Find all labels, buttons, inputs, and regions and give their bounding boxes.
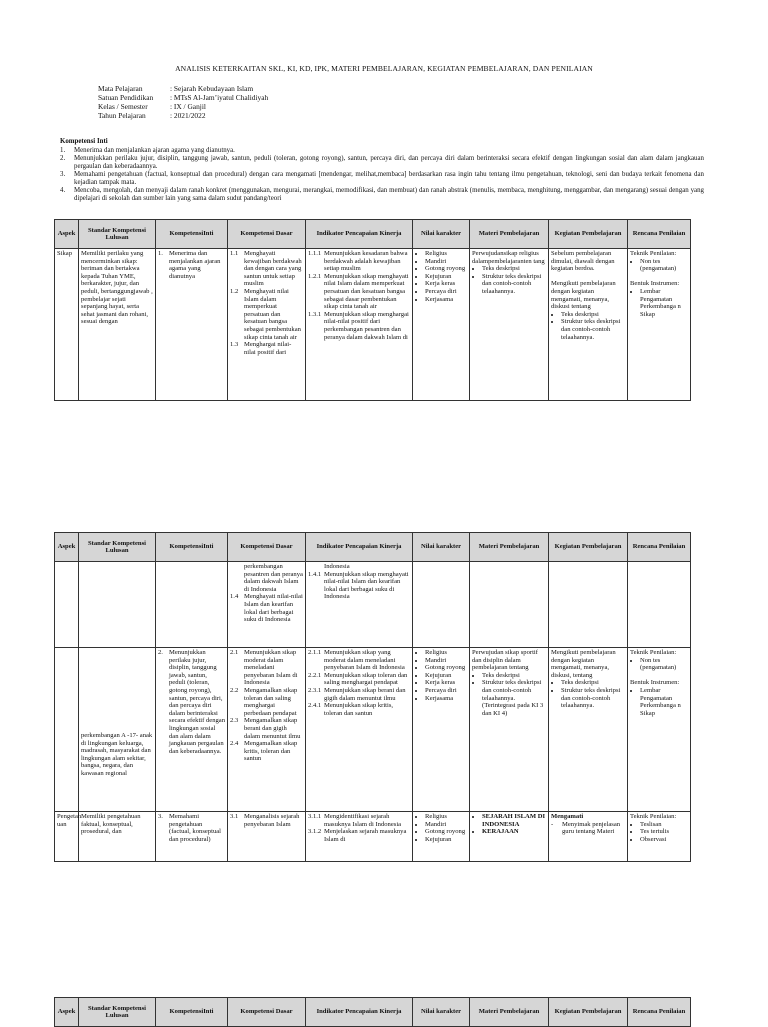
numbered-item <box>230 563 303 593</box>
table-row <box>55 812 691 862</box>
cell-nilai-karakter <box>413 812 470 862</box>
nilai-item: • Kerjasama <box>425 296 467 304</box>
metadata-value: : MTsS Al-Jam’iyatul Chalidiyah <box>170 93 269 102</box>
spacer <box>630 273 688 281</box>
item-number: 1.3.1 <box>308 310 322 318</box>
header-kompetensi-inti: KompetensiInti <box>156 220 228 249</box>
item-number: 3.1.1 <box>308 813 322 820</box>
header-aspek: Aspek <box>55 998 79 1027</box>
kegiatan-text <box>551 273 625 281</box>
penilaian-label: Bentuk Instrumen: <box>630 280 680 288</box>
item-text: Menerima dan menjalankan ajaran agama yang dianutnya <box>169 250 223 280</box>
metadata-value: : Sejarah Kebudayaan Islam <box>170 84 254 93</box>
metadata-row <box>98 93 268 102</box>
kegiatan-text: Mengikuti pembelajaran dengan kegiatan mengamati, menanya, diskusi tentang <box>551 280 618 311</box>
item-text: Menghargai nilai-nilai positif dari <box>244 341 292 356</box>
nilai-item: • Gotong royong <box>425 664 467 672</box>
header-kompetensi-dasar: Kompetensi Dasar <box>228 533 306 562</box>
numbered-item <box>308 672 410 687</box>
table-header-row <box>55 533 691 562</box>
analysis-table-2 <box>54 532 690 862</box>
header-penilaian: Rencana Penilaian <box>628 533 691 562</box>
numbered-item <box>308 311 410 341</box>
document-metadata <box>98 84 268 120</box>
header-nilai-karakter: Nilai karakter <box>413 998 470 1027</box>
item-number: 1.1 <box>230 250 239 257</box>
item-text: Mengamalkan sikap kritis, toleran dan santun <box>244 740 299 763</box>
kompetensi-inti-item <box>60 187 704 203</box>
item-text: Menunjukkan sikap menghargai nilai-nilai positif dari perkembangan pesantren dan peranya dalam dakwah Islam di <box>324 310 411 341</box>
kegiatan-text: Sebelum pembelajaran dimulai, diawali dengan kegiatan berdoa. <box>551 250 617 273</box>
kompetensi-inti-number: 1. <box>60 147 66 154</box>
numbered-item <box>308 813 410 828</box>
penilaian-item-list <box>630 258 688 273</box>
item-number: 2.3 <box>230 717 239 725</box>
nilai-item: • Gotong royong <box>425 265 467 273</box>
header-kompetensi-inti: KompetensiInti <box>156 998 228 1027</box>
header-kompetensi-dasar: Kompetensi Dasar <box>228 998 306 1027</box>
kompetensi-inti-item <box>60 171 704 187</box>
cell-nilai-karakter <box>413 648 470 812</box>
table-header-row <box>55 998 691 1027</box>
header-nilai-karakter: Nilai karakter <box>413 533 470 562</box>
numbered-item <box>230 717 303 740</box>
item-text: Menunjukkan kesadaran bahwa berdakwah adalah kewajiban setiap muslim <box>324 250 410 273</box>
numbered-item <box>308 702 410 717</box>
numbered-item <box>308 687 410 702</box>
metadata-label: Satuan Pendidikan <box>98 93 154 102</box>
materi-item: • Struktur teks deskripsi dan contoh-contoh telaahannya. <box>482 273 546 296</box>
nilai-item: • Kerjasama <box>425 695 467 703</box>
item-text: Mengamalkan sikap berani dan gigih dalam menuntut ilmu <box>244 717 301 740</box>
item-text: Menunjukkan sikap toleran dan saling menghargai pendapat <box>324 671 409 687</box>
item-text: Menunjukkan sikap menghayati nilai-nilai Islam dan kearifan lokal dari berbagai suku di Indonesia <box>324 570 411 601</box>
dash-marker: - <box>551 820 554 828</box>
table-row <box>55 249 691 401</box>
kompetensi-inti-text: Menunjukkan perilaku jujur, disiplin, tanggung jawab, santun, peduli (toleran, gotong royong), santun, percaya diri, dan percaya diri dalam berinteraksi secara efektif dengan lingkungan sosial dan alam dalam jangkauan pergaulan dan keberadaannya. <box>74 155 704 170</box>
header-kompetensi-inti: KompetensiInti <box>156 533 228 562</box>
penilaian-item: • Lembar Pengamatan Perkembanga n Sikap <box>640 288 688 318</box>
spacer <box>630 672 688 680</box>
cell-aspek: Sikap <box>55 249 79 401</box>
item-text: Menunjukkan sikap berani dan gigih dalam menuntut ilmu <box>324 686 408 702</box>
item-number: 2.1 <box>230 649 239 656</box>
cell-kompetensi-dasar <box>228 562 306 648</box>
item-number: 2.2.1 <box>308 671 322 679</box>
cell-kompetensi-dasar <box>228 249 306 401</box>
item-text: Indonesia <box>324 563 350 570</box>
header-indikator: Indikator Pencapaian Kinerja <box>306 533 413 562</box>
cell-aspek: Pengetah uan <box>55 812 79 862</box>
materi-item: • Teks deskripsi <box>482 672 546 680</box>
item-number: 1. <box>158 250 163 257</box>
numbered-item <box>230 813 303 828</box>
header-aspek: Aspek <box>55 220 79 249</box>
analysis-table-3 <box>54 997 690 1027</box>
materi-item-list <box>472 265 546 295</box>
numbered-item <box>308 250 410 273</box>
item-number: 1.3 <box>230 341 239 349</box>
kompetensi-inti-number: 4. <box>60 187 66 194</box>
penilaian-item-list <box>630 687 688 717</box>
nilai-item: • Percaya diri <box>425 288 467 296</box>
nilai-item: • Kejujuran <box>425 672 467 680</box>
nilai-item-list <box>415 649 467 702</box>
kegiatan-item: • Struktur teks deskripsi dan contoh-contoh telaahannya. <box>561 687 625 710</box>
cell-kompetensi-inti <box>156 648 228 812</box>
materi-item: • Teks deskripsi <box>482 265 546 273</box>
cell-penilaian <box>628 812 691 862</box>
item-number: 1.2.1 <box>308 272 322 280</box>
table-header-row <box>55 220 691 249</box>
item-number: 2.3.1 <box>308 686 322 694</box>
kompetensi-inti-section <box>60 138 704 203</box>
item-number: 1.4 <box>230 593 239 601</box>
item-number: 2.1.1 <box>308 649 322 656</box>
cell-kompetensi-inti <box>156 249 228 401</box>
numbered-item <box>230 341 303 356</box>
item-number: 3.1.2 <box>308 828 322 836</box>
analysis-table-1 <box>54 219 690 401</box>
item-text: Menunjukkan sikap moderat dalam meneladani penyebaran Islam di Indonesia <box>244 649 300 687</box>
metadata-label: Tahun Pelajaran <box>98 111 146 120</box>
cell-nilai-karakter <box>413 562 470 648</box>
numbered-item <box>308 273 410 311</box>
numbered-item <box>230 250 303 288</box>
table-row <box>55 648 691 812</box>
kompetensi-inti-text: Mencoba, mengolah, dan menyaji dalam ranah konkret (menggunakan, mengurai, merangkai, memodifikasi, dan membuat) dan ranah abstrak (menulis, membaca, menghitung, menggambar, dan mengarang) sesuai dengan yang dipelajari di sekolah dan sumber lain yang sama dalam sudut pandang/teori <box>74 187 704 202</box>
nilai-item: • Kerja keras <box>425 280 467 288</box>
header-kompetensi-dasar: Kompetensi Dasar <box>228 220 306 249</box>
cell-penilaian <box>628 562 691 648</box>
numbered-item <box>158 250 225 280</box>
materi-item-list <box>472 813 546 836</box>
kompetensi-inti-number: 2. <box>60 155 66 162</box>
skl-text: Memiliki pengetahuan faktual, konseptual, prosedural, dan <box>81 813 143 836</box>
metadata-value: : 2021/2022 <box>170 111 206 120</box>
numbered-item <box>230 687 303 717</box>
item-text: Menunjukkan sikap yang moderat dalam meneladani penyebaran Islam di Indonesia <box>324 649 405 672</box>
cell-kegiatan <box>549 562 628 648</box>
cell-materi <box>470 249 549 401</box>
cell-skl <box>79 562 156 648</box>
penilaian-item: • Lembar Pengamatan Perkembanga n Sikap <box>640 687 688 717</box>
skl-text: Memiliki perilaku yang mencerminkan sikap: beriman dan bertakwa kepada Tuhan YME, berkarakter, jujur, dan peduli, bertanggungjawab , pembelajar sejati sepanjang hayat, serta sehat jasmani dan rohani, sesuai dengan <box>81 250 155 326</box>
item-number: 1.2 <box>230 287 239 295</box>
metadata-row <box>98 102 268 111</box>
table-row <box>55 562 691 648</box>
penilaian-item-list <box>630 657 688 672</box>
metadata-row <box>98 111 268 120</box>
header-penilaian: Rencana Penilaian <box>628 220 691 249</box>
item-text: Menunjukkan sikap menghayati nilai Islam dalam memperkuat persatuan dan kesatuan bangsa sebagai dasar pembentukan sikap cinta tanah air <box>324 272 411 311</box>
penilaian-item: • Non tes (pengamatan) <box>640 258 688 273</box>
cell-skl <box>79 648 156 812</box>
materi-item-list <box>472 672 546 718</box>
item-text: perkembangan pesantren dan peranya dalam dakwah Islam di Indonesia <box>244 563 305 593</box>
nilai-item: • Kejujuran <box>425 836 467 844</box>
header-skl: Standar Kompetensi Lulusan <box>79 998 156 1027</box>
kegiatan-dash-text: Menyimak penjelasan guru tentang Materi <box>562 820 622 836</box>
nilai-item: • Mandiri <box>425 258 467 266</box>
numbered-item <box>158 813 225 843</box>
kompetensi-inti-text: Menerima dan menjalankan ajaran agama yang dianutnya. <box>74 147 235 154</box>
metadata-value: : IX / Ganjil <box>170 102 206 111</box>
header-materi: Materi Pembelajaran <box>470 533 549 562</box>
cell-nilai-karakter <box>413 249 470 401</box>
nilai-item-list <box>415 813 467 843</box>
header-kegiatan: Kegiatan Pembelajaran <box>549 533 628 562</box>
cell-materi <box>470 562 549 648</box>
materi-item: • KERAJAAN <box>482 828 546 836</box>
nilai-item: • Mandiri <box>425 657 467 665</box>
materi-item: • SEJARAH ISLAM DI INDONESIA <box>482 813 546 828</box>
cell-aspek <box>55 648 79 812</box>
penilaian-item: • Observasi <box>640 836 688 844</box>
nilai-item: • Kerja keras <box>425 679 467 687</box>
numbered-item <box>230 288 303 341</box>
cell-materi <box>470 648 549 812</box>
item-text: Mengamalkan sikap toleran dan saling menghargai perbedaan pendapat <box>244 686 299 717</box>
cell-kompetensi-dasar <box>228 812 306 862</box>
item-number: 1.1.1 <box>308 250 322 257</box>
item-text: Menunjukkan perilaku jujur, disiplin, tanggung jawab, santun, peduli (toleran, gotong royong), santun, percaya diri, dan percaya diri dalam berinteraksi secara efektif dengan lingkungan sosial dan alam dalam jangkauan pergaulan dan keberadaannya. <box>169 649 227 755</box>
numbered-item <box>308 828 410 843</box>
header-materi: Materi Pembelajaran <box>470 998 549 1027</box>
item-text: Menunjukkan sikap kritis, toleran dan santun <box>324 702 395 717</box>
item-text: Menghayati nilai Islam dalam memperkuat persatuan dan kesatuan bangsa sebagai pembentukan sikap cinta tanah air <box>244 287 303 341</box>
header-skl: Standar Kompetensi Lulusan <box>79 533 156 562</box>
kompetensi-inti-heading: Kompetensi Inti <box>60 138 108 145</box>
kegiatan-heading: Mengamati <box>551 813 584 820</box>
metadata-row <box>98 84 268 93</box>
item-number: 2.2 <box>230 686 239 694</box>
kegiatan-item-list <box>551 679 625 709</box>
metadata-label: Mata Pelajaran <box>98 84 143 93</box>
nilai-item: • Religius <box>425 250 467 258</box>
header-skl: Standar Kompetensi Lulusan <box>79 220 156 249</box>
cell-aspek <box>55 562 79 648</box>
kegiatan-item: • Teks deskripsi <box>561 311 625 319</box>
numbered-item <box>230 593 303 623</box>
header-indikator: Indikator Pencapaian Kinerja <box>306 220 413 249</box>
numbered-item <box>158 649 225 755</box>
penilaian-label: Bentuk Instrumen: <box>630 679 680 687</box>
kegiatan-text: Mengikuti pembelajaran dengan kegiatan mengamati, menanya, diskusi, tentang <box>551 649 618 679</box>
cell-indikator <box>306 249 413 401</box>
header-kegiatan: Kegiatan Pembelajaran <box>549 220 628 249</box>
nilai-item: • Religius <box>425 813 467 821</box>
metadata-label: Kelas / Semester <box>98 102 148 111</box>
materi-text: Perwujudansikap religius dalampembelajaranten tang <box>472 250 545 265</box>
cell-kegiatan <box>549 648 628 812</box>
nilai-item: • Percaya diri <box>425 687 467 695</box>
penilaian-label: Teknik Penilaian: <box>630 250 677 257</box>
item-text: Mengidentifikasi sejarah masuknya Islam di Indonesia <box>324 813 402 828</box>
item-text: Menghayati nilai-nilai Islam dan kearifan lokal dari berbagai suku di Indonesia <box>244 593 305 624</box>
header-penilaian: Rencana Penilaian <box>628 998 691 1027</box>
kompetensi-inti-text: Memahami pengetahuan (factual, konseptual dan procedural) dengan cara mengamati [mendengar, melihat,membaca] berdasarkan rasa ingin tahu tentang ilmu pengetahuan, teknologi, seni dan budaya terkait fenomena dan kejadian tampak mata. <box>74 171 704 186</box>
header-indikator: Indikator Pencapaian Kinerja <box>306 998 413 1027</box>
penilaian-label: Teknik Penilaian: <box>630 649 677 656</box>
item-number: 2.4.1 <box>308 702 322 710</box>
nilai-item: • Kejujuran <box>425 273 467 281</box>
item-number <box>230 563 244 593</box>
item-number <box>308 563 324 571</box>
nilai-item: • Religius <box>425 649 467 657</box>
header-kegiatan: Kegiatan Pembelajaran <box>549 998 628 1027</box>
nilai-item: • Gotong royong <box>425 828 467 836</box>
item-number: 1.4.1 <box>308 570 322 578</box>
item-text: Menjelaskan sejarah masuknya Islam di <box>324 828 409 843</box>
kompetensi-inti-number: 3. <box>60 171 66 178</box>
kegiatan-item-list <box>551 311 625 341</box>
item-number: 3.1 <box>230 813 239 820</box>
item-text: Memahami pengetahuan (factual, konseptual dan procedural) <box>169 813 223 843</box>
item-number: 2. <box>158 649 163 656</box>
kegiatan-dash-item <box>551 821 625 836</box>
cell-kegiatan <box>549 249 628 401</box>
cell-kompetensi-inti <box>156 562 228 648</box>
penilaian-item: • Tes tertulis <box>640 828 688 836</box>
numbered-item <box>230 649 303 687</box>
penilaian-item: • Teslisan <box>640 821 688 829</box>
cell-materi <box>470 812 549 862</box>
kompetensi-inti-list <box>60 147 704 203</box>
nilai-item: • Mandiri <box>425 821 467 829</box>
kegiatan-item: • Teks deskripsi <box>561 679 625 687</box>
cell-indikator <box>306 812 413 862</box>
nilai-item-list <box>415 250 467 303</box>
kompetensi-inti-item <box>60 155 704 171</box>
cell-indikator <box>306 562 413 648</box>
penilaian-item-list <box>630 821 688 844</box>
cell-kegiatan <box>549 812 628 862</box>
kompetensi-inti-item <box>60 147 704 155</box>
cell-indikator <box>306 648 413 812</box>
item-number: 2.4 <box>230 740 239 748</box>
header-aspek: Aspek <box>55 533 79 562</box>
document-title: ANALISIS KETERKAITAN SKL, KI, KD, IPK, MATERI PEMBELAJARAN, KEGIATAN PEMBELAJARAN, DAN PENILAIAN <box>175 64 593 73</box>
skl-text: perkembangan A -17- anak di lingkungan keluarga, madrasah, masyarakat dan lingkungan alam sekitar, bangsa, negara, dan kawasan regional <box>81 732 154 777</box>
header-nilai-karakter: Nilai karakter <box>413 220 470 249</box>
kegiatan-item: • Struktur teks deskripsi dan contoh-contoh telaahannya. <box>561 318 625 341</box>
numbered-item <box>230 740 303 763</box>
numbered-item <box>308 649 410 672</box>
header-materi: Materi Pembelajaran <box>470 220 549 249</box>
cell-skl <box>79 812 156 862</box>
materi-item: • Struktur teks deskripsi dan contoh-contoh telaahannya. (Terintegrasi pada KI 3 dan KI 4) <box>482 679 546 717</box>
cell-kompetensi-inti <box>156 812 228 862</box>
item-text: Menghayati kewajiban berdakwah dan dengan cara yang santun untuk setiap muslim <box>244 250 304 288</box>
cell-penilaian <box>628 249 691 401</box>
numbered-item <box>308 571 410 601</box>
cell-skl <box>79 249 156 401</box>
penilaian-item-list <box>630 288 688 318</box>
item-number: 3. <box>158 813 163 820</box>
numbered-item <box>308 563 410 571</box>
item-text: Menganalisis sejarah penyebaran Islam <box>244 813 302 828</box>
cell-kompetensi-dasar <box>228 648 306 812</box>
cell-penilaian <box>628 648 691 812</box>
penilaian-item: • Non tes (pengamatan) <box>640 657 688 672</box>
materi-text: Perwujudan sikap sportif dan disiplin dalam pembelajaran tentang <box>472 649 540 672</box>
penilaian-label: Teknik Penilaian: <box>630 813 677 820</box>
